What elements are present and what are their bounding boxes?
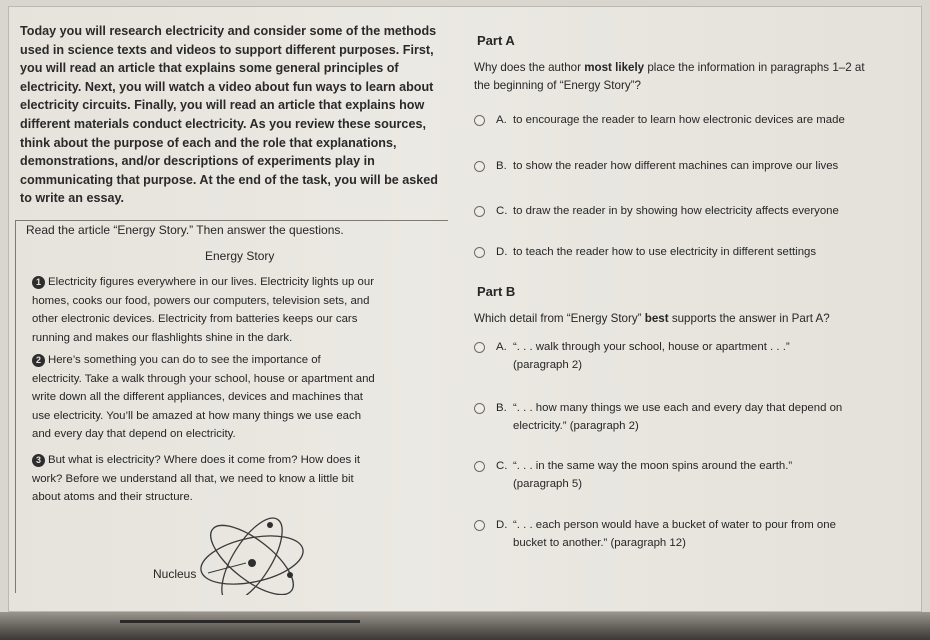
option-text: to teach the reader how to use electricity in different settings (513, 246, 817, 258)
atom-diagram (180, 505, 340, 595)
option-text: to show the reader how different machines can improve our lives (513, 160, 839, 172)
article-paragraph-2 (32, 351, 437, 444)
paragraph-line: and every day that depend on electricity. (32, 428, 236, 441)
intro-line: electricity circuits. Finally, you will read an article that explains how (20, 98, 425, 113)
part-a-heading: Part A (477, 33, 515, 48)
nucleus (248, 559, 256, 567)
option-letter: B. (496, 160, 507, 172)
paragraph-line: about atoms and their structure. (32, 491, 193, 504)
option-letter: D. (496, 519, 508, 531)
paragraph-line: homes, cooks our food, powers our computers, television sets, and (32, 294, 370, 307)
part-b-question (474, 310, 914, 328)
paragraph-line: 2 Here’s something you can do to see the importance of (32, 351, 437, 370)
option-letter: C. (496, 205, 508, 217)
paragraph-line: electricity. Take a walk through your school, house or apartment and (32, 372, 375, 385)
paragraph-line: 3 But what is electricity? Where does it come from? How does it (32, 451, 437, 470)
radio-button[interactable] (474, 520, 485, 531)
intro-line: different materials conduct electricity. As you review these sources, (20, 116, 426, 131)
article-paragraph-1 (32, 273, 437, 347)
part-a-question (474, 59, 914, 95)
electron (267, 522, 273, 528)
paragraph-line: running and makes our flashlights shine in the dark. (32, 331, 293, 344)
option-letter: C. (496, 460, 508, 472)
intro-line: demonstrations, and/or descriptions of experiments play in (20, 154, 375, 169)
option-letter: B. (496, 402, 507, 414)
nucleus-label: Nucleus (153, 567, 197, 581)
option-text: “. . . each person would have a bucket of water to pour from one bucket to another.” (paragraph 12) (513, 519, 836, 549)
radio-button[interactable] (474, 403, 485, 414)
intro-line: you will read an article that explains some general principles of (20, 61, 399, 76)
part-b-heading: Part B (477, 284, 516, 299)
radio-button[interactable] (474, 247, 485, 258)
paragraph-number-badge: 1 (32, 276, 45, 289)
paragraph-line: write down all the different appliances, devices and machines that (32, 391, 363, 404)
option-text: “. . . walk through your school, house or apartment . . .” (paragraph 2) (513, 341, 790, 371)
article-paragraph-3 (32, 451, 437, 507)
radio-button[interactable] (474, 461, 485, 472)
intro-line: to write an essay. (20, 191, 125, 206)
task-introduction (20, 22, 445, 208)
article-title: Energy Story (205, 249, 275, 263)
intro-line: think about the purpose of each and the role that explanations, (20, 135, 397, 150)
option-text: “. . . in the same way the moon spins around the earth.” (paragraph 5) (513, 460, 793, 490)
paragraph-number-badge: 3 (32, 454, 45, 467)
question-line: the beginning of “Energy Story”? (474, 79, 641, 92)
screen-edge-line (120, 620, 360, 623)
paragraph-number-badge: 2 (32, 354, 45, 367)
intro-line: used in science texts and videos to support different purposes. First, (20, 42, 434, 57)
article-instruction: Read the article “Energy Story.” Then answer the questions. (26, 223, 344, 237)
paragraph-line: work? Before we understand all that, we need to know a little bit (32, 472, 354, 485)
monitor-bezel (0, 612, 930, 640)
radio-button[interactable] (474, 161, 485, 172)
paragraph-line: other electronic devices. Electricity from batteries keeps our cars (32, 313, 358, 326)
option-letter: A. (496, 114, 507, 126)
radio-button[interactable] (474, 115, 485, 126)
radio-button[interactable] (474, 342, 485, 353)
paragraph-line: use electricity. You’ll be amazed at how many things we use each (32, 409, 362, 422)
option-text: “. . . how many things we use each and every day that depend on electricity.” (paragraph 2) (513, 402, 843, 432)
question-line: Which detail from “Energy Story” best supports the answer in Part A? (474, 312, 830, 325)
intro-line: electricity. Next, you will watch a video about fun ways to learn about (20, 79, 434, 94)
radio-button[interactable] (474, 206, 485, 217)
question-line: Why does the author most likely place the information in paragraphs 1–2 at (474, 61, 865, 74)
option-text: to encourage the reader to learn how electronic devices are made (513, 114, 845, 126)
intro-line: Today you will research electricity and consider some of the methods (20, 24, 437, 38)
option-letter: D. (496, 246, 508, 258)
option-letter: A. (496, 341, 507, 353)
intro-line: communicating that purpose. At the end of the task, you will be asked (20, 172, 438, 187)
option-text: to draw the reader in by showing how electricity affects everyone (513, 205, 839, 217)
paragraph-line: 1 Electricity figures everywhere in our lives. Electricity lights up our (32, 273, 437, 292)
electron (287, 572, 293, 578)
